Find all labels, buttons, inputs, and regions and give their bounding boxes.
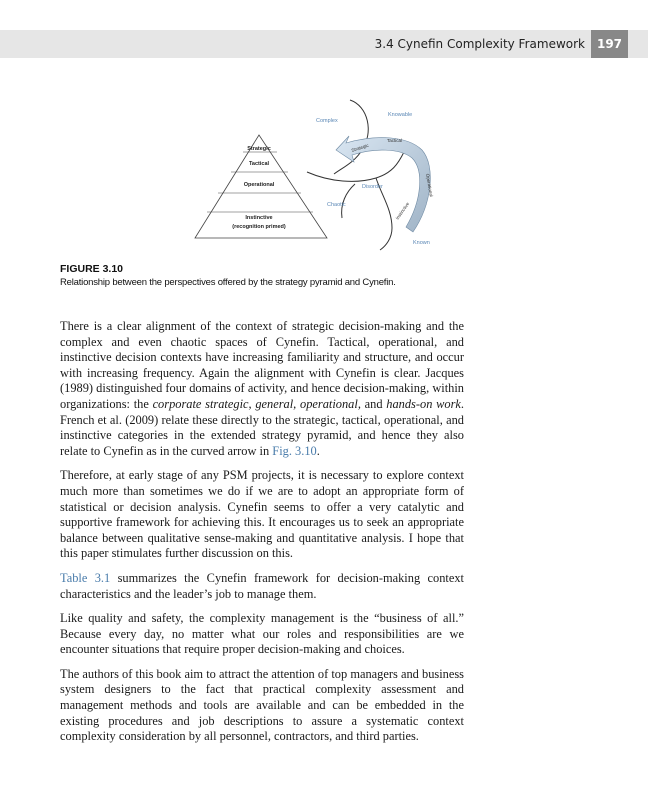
pyramid-instinctive: Instinctive xyxy=(245,215,273,221)
figure-3-10-link[interactable]: Fig. 3.10 xyxy=(272,443,317,458)
p3-text: summarizes the Cynefin framework for decision-making context characteristics and the leader’s job to manage them. xyxy=(60,570,464,601)
curved-arrow xyxy=(336,136,430,232)
paragraph-3 xyxy=(60,571,464,602)
p1-emphasis-domains: corporate strategic, general, operational, xyxy=(152,396,361,411)
figure-label: FIGURE 3.10 xyxy=(60,263,124,275)
cynefin-disorder: Disorder xyxy=(362,184,383,190)
p1-text-a: There is a clear alignment of the context of strategic decision-making and the complex and even chaotic spaces of Cynefin. Tactical, operational, and instinctive decision contexts have increasing familiarity and structure, and occur with increasing frequency. Again the alignment with Cynefin is clear. Jacques (1989) distinguished four domains of activity, and hence decision-making, within organizations: the xyxy=(60,319,464,411)
table-3-1-link[interactable]: Table 3.1 xyxy=(60,570,111,585)
cynefin-known: Known xyxy=(413,240,430,246)
p1-text-d: . xyxy=(316,443,320,458)
cynefin-complex: Complex xyxy=(316,118,338,124)
paragraph-1 xyxy=(60,319,464,459)
arrow-instinctive: Instinctive xyxy=(394,201,411,221)
p1-text-b: and xyxy=(360,396,387,411)
cynefin-knowable: Knowable xyxy=(388,112,413,118)
pyramid-tactical: Tactical xyxy=(248,161,270,167)
pyramid-instinctive-sub: (recognition primed) xyxy=(232,224,286,230)
arrow-tactical: Tactical xyxy=(387,138,403,143)
pyramid-operational: Operational xyxy=(243,182,275,188)
cynefin-chaotic: Chaotic xyxy=(327,202,346,208)
body-text xyxy=(60,319,464,754)
arrow-strategic: Strategic xyxy=(350,142,370,153)
figure-caption: Relationship between the perspectives offered by the strategy pyramid and Cynefin. xyxy=(60,277,396,288)
figure-diagram xyxy=(130,92,470,252)
running-header xyxy=(0,30,648,58)
p1-text-c: . French et al. (2009) relate these directly to the strategic, tactical, operational, and instinctive categories in the extended strategy pyramid, and hence they also relate to Cynefin as in the curved arrow in xyxy=(60,396,464,458)
paragraph-4: Like quality and safety, the complexity management is the “business of all.” Because every day, no matter what our roles and responsibilities are we encounter situations that require proper decision-making and choices. xyxy=(60,611,464,657)
cynefin-diagram xyxy=(307,100,434,250)
figure-3-10 xyxy=(130,92,470,252)
arrow-operational: Operational xyxy=(425,173,434,198)
pyramid-strategic: Strategic xyxy=(247,146,271,152)
paragraph-2: Therefore, at early stage of any PSM projects, it is necessary to explore context much more than sometimes we do if we are to adopt an appropriate form of statistical or decision analysis. Cynefin seems to offer a very catalytic and supportive framework for achieving this. It encourages us to seek an appropriate balance between qualitative sense-making and quantitative analysis. I hope that this paper stimulates further discussion on this. xyxy=(60,468,464,561)
p1-emphasis-hands-on: hands-on work xyxy=(386,396,461,411)
page-number: 197 xyxy=(591,30,628,58)
strategy-pyramid xyxy=(195,135,327,238)
section-title: 3.4 Cynefin Complexity Framework xyxy=(374,37,585,51)
paragraph-5: The authors of this book aim to attract the attention of top managers and business system designers to the fact that practical complexity assessment and management methods and tools are available and can be embedded in the existing procedures and job descriptions to assure a systematic context complexity consideration by all personnel, contractors, and third parties. xyxy=(60,666,464,744)
